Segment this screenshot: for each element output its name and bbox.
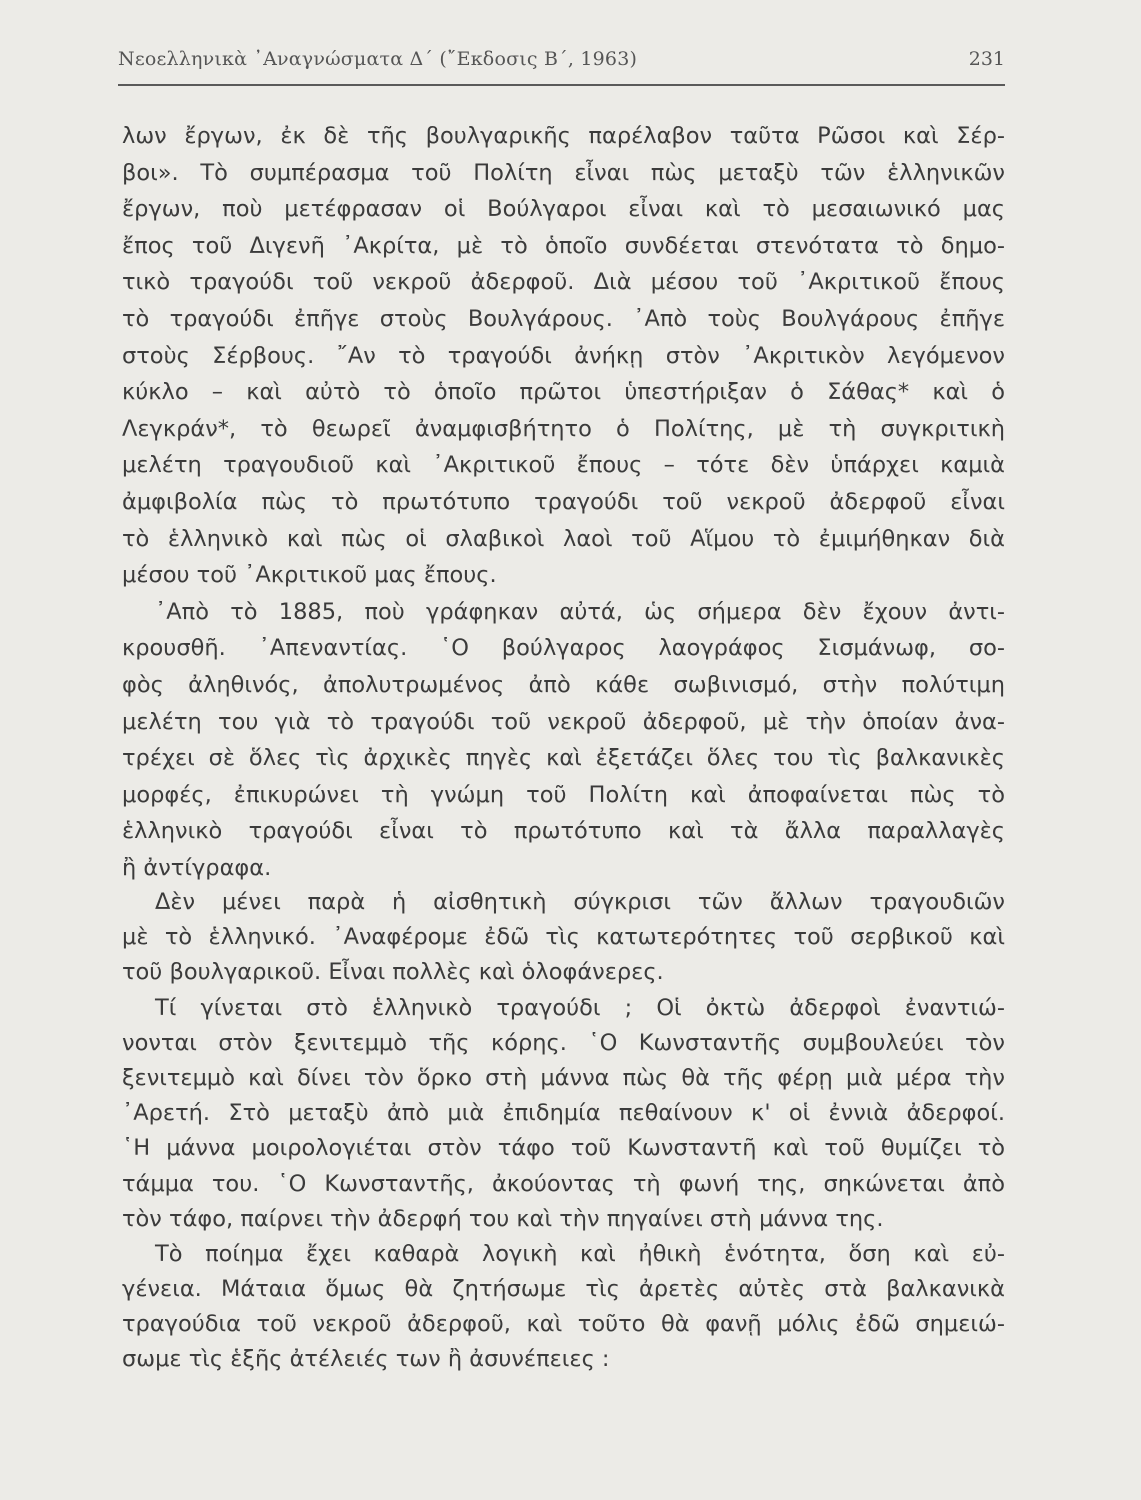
text-line: ἑλληνικὸ τραγούδι εἶναι τὸ πρωτότυπο καὶ τὰ ἄλλα παραλλαγὲς bbox=[122, 818, 1005, 845]
text-line: στοὺς Σέρβους. ῎Αν τὸ τραγούδι ἀνήκῃ στὸν ᾿Ακριτικὸν λεγόμενον bbox=[122, 342, 1005, 369]
text-line: μέσου τοῦ ᾿Ακριτικοῦ μας ἔπους. bbox=[122, 562, 497, 589]
text-line: σωμε τὶς ἑξῆς ἀτέλειές των ἢ ἀσυνέπειες : bbox=[122, 1346, 610, 1373]
text-line: τοῦ βουλγαρικοῦ. Εἶναι πολλὲς καὶ ὁλοφάνερες. bbox=[122, 959, 664, 986]
text-line: ἔπος τοῦ Διγενῆ ᾿Ακρίτα, μὲ τὸ ὁποῖο συνδέεται στενότατα τὸ δημο- bbox=[122, 232, 1005, 259]
text-line: ᾿Απὸ τὸ 1885, ποὺ γράφηκαν αὐτά, ὡς σήμερα δὲν ἔχουν ἀντι- bbox=[155, 598, 1005, 625]
text-line: Λεγκράν*, τὸ θεωρεῖ ἀναμφισβήτητο ὁ Πολίτης, μὲ τὴ συγκριτικὴ bbox=[122, 415, 1005, 442]
text-line: τὸν τάφο, παίρνει τὴν ἀδερφή του καὶ τὴν πηγαίνει στὴ μάννα της. bbox=[122, 1205, 884, 1232]
text-line: ᾿Αρετή. Στὸ μεταξὺ ἀπὸ μιὰ ἐπιδημία πεθαίνουν κ' οἱ ἐννιὰ ἀδερφοί. bbox=[122, 1100, 1005, 1127]
text-line: μελέτη του γιὰ τὸ τραγούδι τοῦ νεκροῦ ἀδερφοῦ, μὲ τὴν ὁποίαν ἀνα- bbox=[122, 708, 1005, 735]
running-header bbox=[118, 44, 1005, 84]
text-line: τικὸ τραγούδι τοῦ νεκροῦ ἀδερφοῦ. Διὰ μέσου τοῦ ᾿Ακριτικοῦ ἔπους bbox=[122, 269, 1005, 296]
header-title: Νεοελληνικὰ ᾿Αναγνώσματα Δ΄ (῎Εκδοσις Β΄, 1963) bbox=[118, 48, 638, 70]
text-line: τραγούδια τοῦ νεκροῦ ἀδερφοῦ, καὶ τοῦτο θὰ φανῇ μόλις ἐδῶ σημειώ- bbox=[122, 1311, 1005, 1338]
text-line: τρέχει σὲ ὅλες τὶς ἀρχικὲς πηγὲς καὶ ἐξετάζει ὅλες του τὶς βαλκανικὲς bbox=[122, 745, 1005, 772]
text-line: ἀμφιβολία πὼς τὸ πρωτότυπο τραγούδι τοῦ νεκροῦ ἀδερφοῦ εἶναι bbox=[122, 488, 1005, 515]
text-line: μὲ τὸ ἑλληνικό. ᾿Αναφέρομε ἐδῶ τὶς κατωτερότητες τοῦ σερβικοῦ καὶ bbox=[122, 924, 1005, 951]
text-line: ξενιτεμμὸ καὶ δίνει τὸν ὅρκο στὴ μάννα πὼς θὰ τῆς φέρῃ μιὰ μέρα τὴν bbox=[122, 1064, 1005, 1091]
text-line: κρουσθῆ. ᾿Απεναντίας. ῾Ο βούλγαρος λαογράφος Σισμάνωφ, σο- bbox=[122, 635, 1005, 662]
body-section-1 bbox=[122, 118, 1005, 886]
text-line: ῾Η μάννα μοιρολογιέται στὸν τάφο τοῦ Κωνσταντῆ καὶ τοῦ θυμίζει τὸ bbox=[122, 1135, 1005, 1162]
text-line: Τί γίνεται στὸ ἑλληνικὸ τραγούδι ; Οἱ ὀκτὼ ἀδερφοὶ ἐναντιώ- bbox=[155, 994, 1005, 1021]
text-line: τὸ ἑλληνικὸ καὶ πὼς οἱ σλαβικοὶ λαοὶ τοῦ Αἵμου τὸ ἐμιμήθηκαν διὰ bbox=[122, 525, 1005, 552]
text-line: γένεια. Μάταια ὅμως θὰ ζητήσωμε τὶς ἀρετὲς αὐτὲς στὰ βαλκανικὰ bbox=[122, 1276, 1005, 1303]
text-line: κύκλο – καὶ αὐτὸ τὸ ὁποῖο πρῶτοι ὑπεστήριξαν ὁ Σάθας* καὶ ὁ bbox=[122, 379, 1005, 406]
text-line: νονται στὸν ξενιτεμμὸ τῆς κόρης. ῾Ο Κωνσταντῆς συμβουλεύει τὸν bbox=[122, 1029, 1005, 1056]
text-line: φὸς ἀληθινός, ἀπολυτρωμένος ἀπὸ κάθε σωβινισμό, στὴν πολύτιμη bbox=[122, 671, 1005, 698]
text-line: λων ἔργων, ἐκ δὲ τῆς βουλγαρικῆς παρέλαβον ταῦτα Ρῶσοι καὶ Σέρ- bbox=[122, 123, 1005, 149]
text-line: Δὲν μένει παρὰ ἡ αἰσθητικὴ σύγκρισι τῶν ἄλλων τραγουδιῶν bbox=[155, 889, 1005, 915]
text-line: ἔργων, ποὺ μετέφρασαν οἱ Βούλγαροι εἶναι καὶ τὸ μεσαιωνικό μας bbox=[122, 196, 1005, 223]
text-line: μελέτη τραγουδιοῦ καὶ ᾿Ακριτικοῦ ἔπους – τότε δὲν ὑπάρχει καμιὰ bbox=[122, 452, 1005, 479]
text-line: μορφές, ἐπικυρώνει τὴ γνώμη τοῦ Πολίτη καὶ ἀποφαίνεται πὼς τὸ bbox=[122, 781, 1005, 808]
body-section-2 bbox=[122, 885, 1005, 1378]
text-line: βοι». Τὸ συμπέρασμα τοῦ Πολίτη εἶναι πὼς μεταξὺ τῶν ἑλληνικῶν bbox=[122, 159, 1005, 186]
text-line: ἢ ἀντίγραφα. bbox=[122, 854, 272, 881]
text-line: τὸ τραγούδι ἐπῆγε στοὺς Βουλγάρους. ᾿Απὸ τοὺς Βουλγάρους ἐπῆγε bbox=[122, 305, 1005, 332]
header-rule bbox=[118, 84, 1005, 86]
text-line: τάμμα του. ῾Ο Κωνσταντῆς, ἀκούοντας τὴ φωνή της, σηκώνεται ἀπὸ bbox=[122, 1170, 1005, 1197]
page-number: 231 bbox=[968, 48, 1005, 70]
text-line: Τὸ ποίημα ἔχει καθαρὰ λογικὴ καὶ ἠθικὴ ἑνότητα, ὅση καὶ εὐ- bbox=[155, 1240, 1005, 1267]
